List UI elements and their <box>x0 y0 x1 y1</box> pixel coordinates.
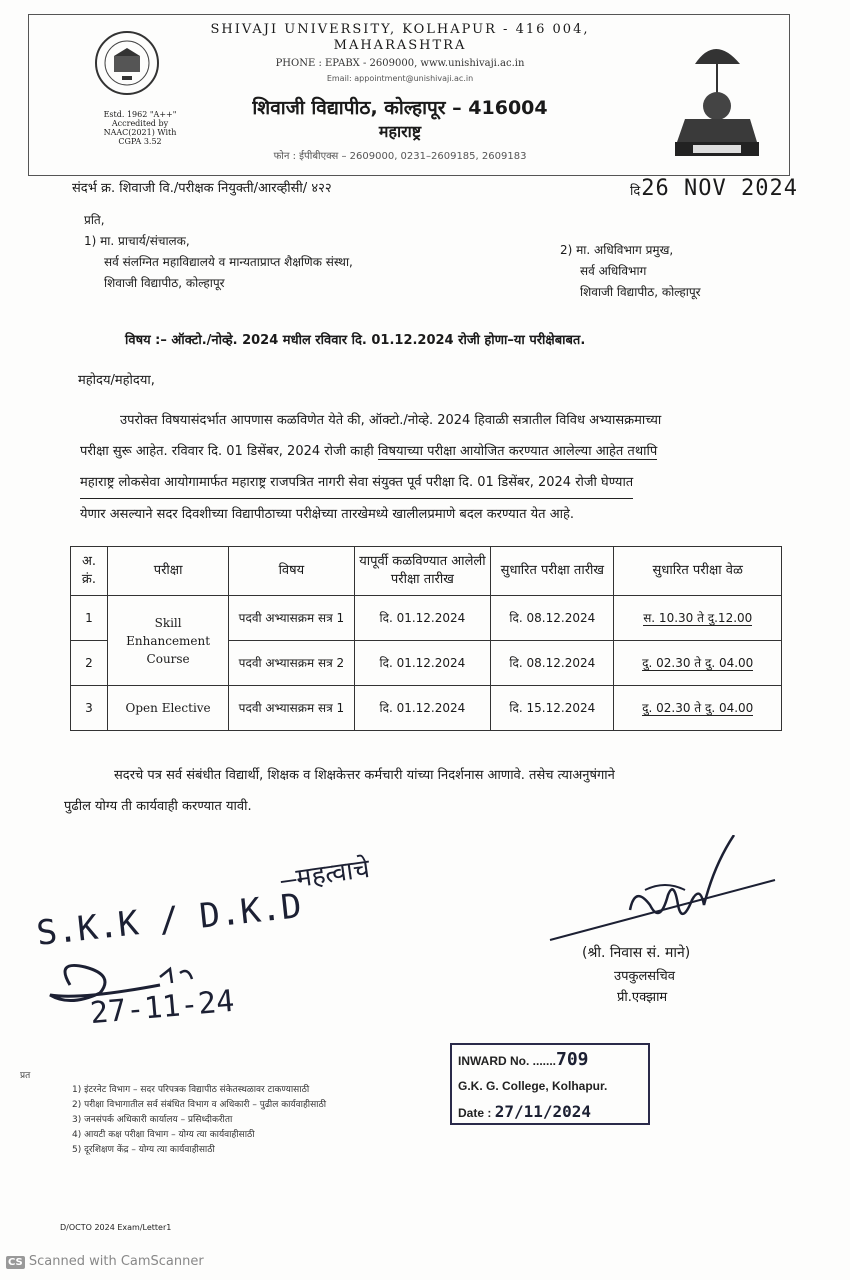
letter-date <box>630 176 798 201</box>
inward-stamp <box>450 1043 650 1125</box>
body-paragraph-2 <box>64 760 794 822</box>
table-header-row <box>71 547 782 596</box>
copy-to-label: प्रत <box>20 1071 31 1081</box>
handwritten-date: 27-11-24 <box>88 983 236 1032</box>
row-subject: पदवी अभ्यासक्रम सत्र 1 <box>229 596 354 641</box>
row-new-date: दि. 08.12.2024 <box>491 596 614 641</box>
university-name-marathi: शिवाजी विद्यापीठ, कोल्हापूर – 416004 <box>252 97 548 119</box>
recipient-2-line-2: सर्व अधिविभाग <box>580 264 647 278</box>
row-subject: पदवी अभ्यासक्रम सत्र 2 <box>229 641 354 686</box>
signatory-department: प्री.एक्झाम <box>617 990 668 1005</box>
inward-date-line <box>458 1099 642 1126</box>
row-time <box>614 686 782 731</box>
university-name-english: SHIVAJI UNIVERSITY, KOLHAPUR - 416 004, MAHARASHTRA <box>210 22 590 53</box>
camscanner-logo-icon: CS <box>8 1257 23 1268</box>
recipient-1-line-3: शिवाजी विद्यापीठ, कोल्हापूर <box>104 276 225 290</box>
row-subject: पदवी अभ्यासक्रम सत्र 1 <box>229 686 354 731</box>
inward-label: INWARD No. ....... <box>458 1054 556 1068</box>
footer-reference: D/OCTO 2024 Exam/Letter1 <box>60 1223 172 1232</box>
table-row <box>71 596 782 641</box>
header-new-date: सुधारित परीक्षा तारीख <box>491 547 614 596</box>
university-seal-icon <box>92 28 162 108</box>
shivaji-emblem-icon <box>655 24 777 164</box>
row-new-date: दि. 08.12.2024 <box>491 641 614 686</box>
p1-line-2b: विषयाच्या परीक्षा आयोजित करण्यात आलेल्या आहेत तथापि <box>377 444 658 459</box>
signatory-name: (श्री. निवास सं. माने) <box>582 945 691 961</box>
recipient-block-2 <box>560 240 701 303</box>
header-subject: विषय <box>229 547 354 596</box>
inward-number-line <box>458 1047 642 1074</box>
camscanner-text: Scanned with CamScanner <box>28 1254 204 1269</box>
state-marathi: महाराष्ट्र <box>378 122 422 141</box>
established-note: Estd. 1962 "A++" Accredited by NAAC(2021) With CGPA 3.52 <box>103 110 177 146</box>
salutation: महोदय/महोदया, <box>78 373 155 388</box>
row-serial: 1 <box>71 596 108 641</box>
table-row <box>71 686 782 731</box>
row-time-text: दु. 02.30 ते दु. 04.00 <box>642 701 754 715</box>
inward-date-label: Date : <box>458 1106 492 1120</box>
handwritten-remark: –महत्वाचे <box>278 853 372 897</box>
handwritten-initials: S.K.K / D.K.D <box>34 886 304 954</box>
header-new-time: सुधारित परीक्षा वेळ <box>614 547 782 596</box>
date-value: 26 NOV 2024 <box>641 176 798 201</box>
p1-line-4: येणार असल्याने सदर दिवशीच्या विद्यापीठाच्या परीक्षेच्या तारखेमध्ये खालीलप्रमाणे बदल करण्यात येत आहे. <box>80 507 575 522</box>
list-item: 2) परीक्षा विभागातील सर्व संबंधित विभाग व अधिकारी – पुढील कार्यवाहीसाठी <box>72 1100 327 1110</box>
row-time <box>614 596 782 641</box>
camscanner-watermark <box>6 1254 204 1269</box>
fax-line: फोन : ईपीबीएक्स – 2609000, 0231–2609185, 2609183 <box>273 151 527 162</box>
list-item: 3) जनसंपर्क अधिकारी कार्यालय – प्रसिध्दीकरीता <box>72 1115 233 1125</box>
row-time-text: दु. 02.30 ते दु. 04.00 <box>642 656 754 670</box>
recipient-block-1 <box>84 210 353 294</box>
phone-line: PHONE : EPABX - 2609000, www.unishivaji.ac.in <box>275 58 525 69</box>
list-item: 1) इंटरनेट विभाग – सदर परिपत्रक विद्यापीठ संकेतस्थळावर टाकण्यासाठी <box>72 1085 310 1095</box>
p1-line-2a: परीक्षा सुरू आहेत. रविवार दि. 01 डिसेंबर, 2024 रोजी काही <box>80 444 378 459</box>
email-line: Email: appointment@unishivaji.ac.in <box>326 74 474 83</box>
row-serial: 2 <box>71 641 108 686</box>
recipient-1-line-1: 1) मा. प्राचार्य/संचालक, <box>84 234 190 248</box>
row-old-date: दि. 01.12.2024 <box>354 686 491 731</box>
header-serial: अ. क्रं. <box>71 547 108 596</box>
inward-number: 709 <box>556 1049 589 1070</box>
reference-number: संदर्भ क्र. शिवाजी वि./परीक्षक नियुक्ती/आरव्हीसी/ ४२२ <box>72 181 332 196</box>
header-old-date: यापूर्वी कळविण्यात आलेली परीक्षा तारीख <box>354 547 491 596</box>
p1-line-2 <box>80 436 790 467</box>
signatory-designation: उपकुलसचिव <box>614 969 675 984</box>
row-time <box>614 641 782 686</box>
body-paragraph-1 <box>80 405 790 530</box>
p2-line-2: पुढील योग्य ती कार्यवाही करण्यात यावी. <box>64 799 252 814</box>
to-label: प्रति, <box>84 213 105 227</box>
date-prefix: दि <box>630 184 642 199</box>
p1-line-1: उपरोक्त विषयासंदर्भात आपणास कळविणेत येते की, ऑक्टो./नोव्हे. 2024 हिवाळी सत्रातील विविध अभ्यासक्रमाच्या <box>120 413 662 428</box>
p2-line-1: सदरचे पत्र सर्व संबंधीत विद्यार्थी, शिक्षक व शिक्षकेत्तर कर्मचारी यांच्या निदर्शनास आणावे. तसेच त्याअनुषंगाने <box>114 768 615 783</box>
row-old-date: दि. 01.12.2024 <box>354 596 491 641</box>
recipient-1-line-2: सर्व संलग्नित महाविद्यालये व मान्यताप्राप्त शैक्षणिक संस्था, <box>104 255 353 269</box>
list-item: 5) दूरशिक्षण केंद्र – योग्य त्या कार्यवाहीसाठी <box>72 1145 215 1155</box>
header-exam: परीक्षा <box>107 547 228 596</box>
p1-line-3: महाराष्ट्र लोकसेवा आयोगामार्फत महाराष्ट्र राजपत्रित नागरी सेवा संयुक्त पूर्व परीक्षा दि. 01 डिसेंबर, 2024 रोजी घेण्यात <box>80 467 633 499</box>
course-skill-enhancement: Skill Enhancement Course <box>107 596 228 686</box>
inward-college: G.K. G. College, Kolhapur. <box>458 1079 608 1093</box>
recipient-2-line-1: 2) मा. अधिविभाग प्रमुख, <box>560 243 674 257</box>
signature-icon <box>545 835 785 945</box>
list-item: 4) आयटी कक्ष परीक्षा विभाग – योग्य त्या कार्यवाहीसाठी <box>72 1130 255 1140</box>
row-time-text: स. 10.30 ते दु.12.00 <box>643 611 753 625</box>
row-old-date: दि. 01.12.2024 <box>354 641 491 686</box>
subject-line: विषय :– ऑक्टो./नोव्हे. 2024 मधील रविवार दि. 01.12.2024 रोजी होणा–या परीक्षेबाबत. <box>125 333 586 348</box>
row-new-date: दि. 15.12.2024 <box>491 686 614 731</box>
exam-schedule-table <box>70 546 782 731</box>
copy-to-list <box>72 1083 326 1158</box>
inward-date: 27/11/2024 <box>494 1102 592 1121</box>
course-open-elective: Open Elective <box>107 686 228 731</box>
row-serial: 3 <box>71 686 108 731</box>
recipient-2-line-3: शिवाजी विद्यापीठ, कोल्हापूर <box>580 285 701 299</box>
